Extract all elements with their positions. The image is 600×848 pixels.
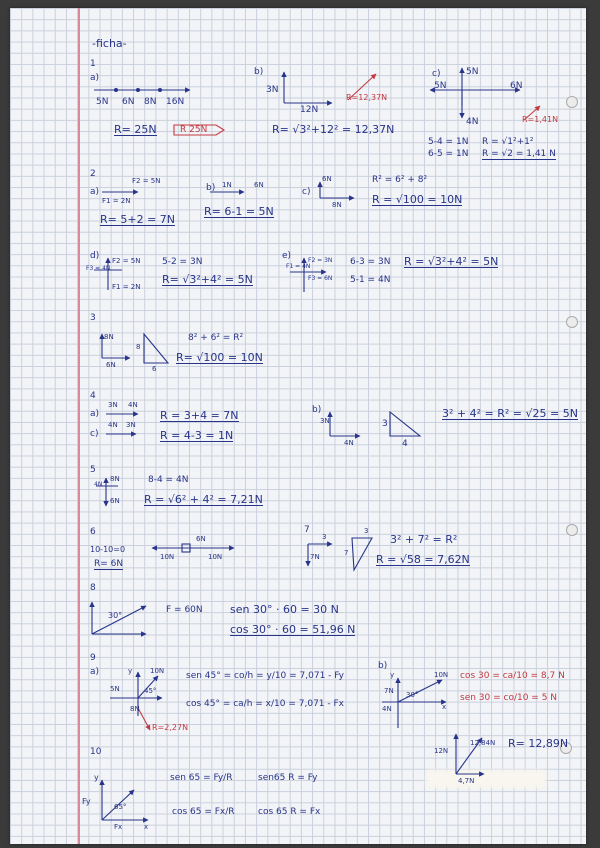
value-label: 8N [144, 97, 157, 107]
result-2e: R = √3²+4² = 5N [404, 255, 499, 268]
value-label: F2 = 3N [308, 257, 333, 264]
problem-3-number: 3 [90, 313, 96, 323]
result-4a: R = 3+4 = 7N [160, 409, 239, 422]
problem-8-number: 8 [90, 583, 96, 593]
value-label: F2 = 5N [112, 257, 141, 265]
value-label: 8 [136, 343, 141, 351]
label-2e: e) [282, 251, 292, 261]
result-1a: R= 25N [114, 123, 157, 136]
value-label: 10N [208, 553, 223, 561]
sen-10: sen 65 = Fy/R [170, 773, 233, 783]
equation-2e-2: 5-1 = 4N [350, 275, 391, 285]
equation-2d: 5-2 = 3N [162, 257, 203, 267]
value-label: 8N [110, 475, 120, 483]
value-label: 3 [364, 527, 369, 535]
value-label: 12N [300, 105, 319, 115]
red-arrow-label-1c: R=1,41N [522, 115, 559, 124]
value-label: F1 = 2N [112, 283, 141, 291]
value-label: y [128, 667, 133, 675]
problem-6-number: 6 [90, 527, 96, 537]
result-4b: 3² + 4² = R² = √25 = 5N [442, 407, 578, 420]
value-label: 65° [114, 803, 127, 811]
label-1c: c) [432, 69, 441, 79]
value-label: x [144, 823, 149, 831]
diagram-1c [430, 68, 540, 120]
diagram-1a [94, 89, 190, 92]
work-line: 5-4 = 1N [428, 137, 469, 147]
value-label: 10N [150, 667, 165, 675]
value-label: 6N [196, 535, 206, 543]
value-label: 4N [344, 439, 354, 447]
problem-7-number: 7 [304, 525, 310, 535]
red-arrow-label-1a: R 25N [180, 125, 208, 135]
value-label: 4N [94, 481, 103, 488]
value-label: 3 [382, 419, 388, 429]
problem-9-number: 9 [90, 653, 96, 663]
value-label: 30° [406, 691, 419, 699]
result-2c: R = √100 = 10N [372, 193, 463, 206]
worksheet-paper [10, 8, 586, 844]
result-7: R = √58 = 7,62N [376, 553, 470, 566]
equation-2c: R² = 6² + 8² [372, 175, 428, 185]
value-label: 3 [322, 533, 327, 541]
value-label: y [94, 773, 99, 782]
value-label: 3N [126, 421, 136, 429]
label-2b: b) [206, 183, 216, 193]
result-3: R= √100 = 10N [176, 351, 263, 364]
sen-9a: sen 45° = co/h = y/10 = 7,071 - Fy [186, 671, 344, 681]
result-2d: R= √3²+4² = 5N [162, 273, 253, 286]
label-1b: b) [254, 67, 264, 77]
value-label: Fx [114, 823, 123, 831]
label-2c: c) [302, 187, 311, 197]
label-4b: b) [312, 405, 322, 415]
equation-7: 3² + 7² = R² [390, 533, 458, 546]
value-label: F1 = 4N [286, 263, 311, 270]
label-9a: a) [90, 667, 100, 677]
problem-2-number: 2 [90, 169, 96, 179]
problem-1-number: 1 [90, 59, 96, 69]
label-4c: c) [90, 429, 99, 439]
sen-9b: sen 30 = co/10 = 5 N [460, 693, 558, 703]
problem-4-number: 4 [90, 391, 96, 401]
value-label: 6N [110, 497, 120, 505]
value-label: 6N [322, 175, 332, 183]
value-label: 5N [110, 685, 120, 693]
result-2a: R= 5+2 = 7N [100, 213, 176, 226]
result-1b: R= √3²+12² = 12,37N [272, 123, 395, 136]
value-label: F2 = 5N [132, 177, 161, 185]
value-label: 4N [108, 421, 118, 429]
label-1a: a) [90, 73, 100, 83]
triangle-4 [390, 412, 420, 436]
equation-6: 10-10=0 [90, 545, 126, 554]
value-label: 10N [160, 553, 175, 561]
cos-9b: cos 30 = ca/10 = 8,7 N [460, 671, 565, 681]
value-label: 8N [332, 201, 342, 209]
result-9: R= 12,89N [508, 737, 569, 750]
value-label: 10N [434, 671, 449, 679]
work-line: 6-5 = 1N [428, 149, 469, 159]
value-label: 12,84N [470, 739, 496, 747]
triangle-3 [144, 334, 168, 363]
red-arrow-label-1b: R=12,37N [346, 93, 388, 102]
value-label: 6N [510, 81, 523, 91]
value-label: 12N [434, 747, 449, 755]
label-2d: d) [90, 251, 100, 261]
value-label: 45° [144, 687, 157, 695]
sen-8: sen 30° · 60 = 30 N [230, 603, 339, 616]
result-6: R= 6N [94, 559, 124, 569]
cos-10: cos 65 = Fx/R [172, 807, 235, 817]
value-label: 6 [152, 365, 157, 373]
value-label: 6N [106, 361, 116, 369]
triangle-7 [352, 538, 372, 570]
value-label: 7N [310, 553, 320, 561]
value-label: 3N [108, 401, 118, 409]
label-4a: a) [90, 409, 100, 419]
value-label: F3 = 4N [86, 265, 111, 272]
value-label: 6N [254, 181, 264, 189]
value-label: Fy [82, 797, 91, 806]
value-label: 4N [382, 705, 392, 713]
problem-5-number: 5 [90, 465, 96, 475]
value-label: x [442, 703, 447, 711]
value-label: 1N [222, 181, 232, 189]
value-label: 3N [320, 417, 330, 425]
result-5: R = √6² + 4² = 7,21N [144, 493, 263, 506]
sen-10-2: sen65 R = Fy [258, 773, 318, 783]
value-label: y [390, 671, 395, 679]
result-1c: R = √2 = 1,41 N [482, 149, 556, 159]
value-label: F1 = 2N [102, 197, 131, 205]
red-arrow-label-9a: R=2,27N [152, 723, 189, 732]
page-title: -ficha- [92, 37, 127, 50]
value-label: 3N [266, 85, 279, 95]
cos-10-2: cos 65 R = Fx [258, 807, 321, 817]
problem-10-number: 10 [90, 747, 102, 757]
value-label: 7 [344, 549, 349, 557]
label-2a: a) [90, 187, 100, 197]
work-line: R = √1²+1² [482, 137, 534, 147]
value-label: 8N [130, 705, 140, 713]
value-label: 5N [96, 97, 109, 107]
label-9b: b) [378, 661, 388, 671]
result-2b: R= 6-1 = 5N [204, 205, 274, 218]
value-label: F3 = 6N [308, 275, 333, 282]
value-label: 5N [466, 67, 479, 77]
value-label: 4 [402, 439, 408, 449]
result-4c: R = 4-3 = 1N [160, 429, 234, 442]
equation-3: 8² + 6² = R² [188, 333, 244, 343]
angle-label: 30° [108, 611, 123, 620]
cos-8: cos 30° · 60 = 51,96 N [230, 623, 356, 636]
value-label: 7N [384, 687, 394, 695]
equation-2e-1: 6-3 = 3N [350, 257, 391, 267]
value-label: 6N [122, 97, 135, 107]
value-label: 4N [128, 401, 138, 409]
value-label: 4,7N [458, 777, 475, 785]
value-label: 8N [104, 333, 114, 341]
value-label: 5N [434, 81, 447, 91]
equation-5: 8-4 = 4N [148, 475, 189, 485]
value-label: 4N [466, 117, 479, 127]
value-label: 16N [166, 97, 185, 107]
cos-9a: cos 45° = ca/h = x/10 = 7,071 - Fx [186, 699, 344, 709]
force-8: F = 60N [166, 605, 203, 615]
